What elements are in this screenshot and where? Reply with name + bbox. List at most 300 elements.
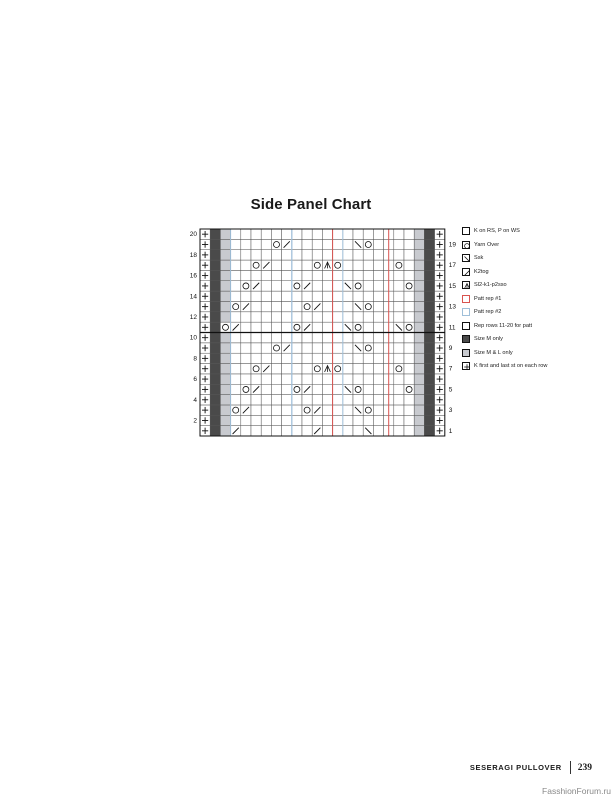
chart-cell [241, 281, 251, 291]
chart-cell [282, 291, 292, 301]
chart-cell [353, 322, 363, 332]
legend-item-plus [462, 362, 612, 376]
row-label-right: 19 [448, 241, 457, 249]
chart-cell [414, 281, 424, 291]
chart-cell [220, 364, 230, 374]
chart-cell [251, 405, 261, 415]
chart-cell [414, 364, 424, 374]
chart-cell [261, 281, 271, 291]
chart-cell [404, 405, 414, 415]
row-label-right: 13 [448, 303, 457, 311]
legend-item-knit [462, 227, 612, 241]
chart-cell [241, 395, 251, 405]
chart-cell [363, 270, 373, 280]
chart-cell [343, 239, 353, 249]
chart-cell [282, 384, 292, 394]
chart-cell [312, 322, 322, 332]
legend-item-patt-rep-1 [462, 295, 612, 309]
chart-cell [241, 229, 251, 239]
chart-cell [282, 415, 292, 425]
chart-cell [424, 364, 434, 374]
chart-cell [282, 312, 292, 322]
chart-cell [220, 281, 230, 291]
chart-cell [404, 250, 414, 260]
chart-cell [241, 239, 251, 249]
chart-cell [343, 333, 353, 343]
chart-cell [424, 301, 434, 311]
k2tog-icon [462, 268, 470, 276]
chart-cell [404, 374, 414, 384]
chart-cell [271, 364, 281, 374]
chart-cell [210, 384, 220, 394]
chart-cell [424, 333, 434, 343]
chart-cell [414, 250, 424, 260]
row-label-left: 6 [193, 376, 197, 384]
chart-cell [363, 364, 373, 374]
chart-cell [343, 415, 353, 425]
chart-cell [322, 270, 332, 280]
chart-cell [210, 312, 220, 322]
chart-cell [322, 374, 332, 384]
chart-cell [373, 405, 383, 415]
row-label-left: 18 [189, 251, 197, 259]
chart-cell [220, 260, 230, 270]
chart-cell [271, 384, 281, 394]
chart-cell [220, 343, 230, 353]
chart-cell [333, 270, 343, 280]
chart-cell [394, 229, 404, 239]
chart-cell [373, 353, 383, 363]
chart-cell [333, 353, 343, 363]
chart-cell [271, 270, 281, 280]
chart-cell [271, 353, 281, 363]
chart-cell [241, 260, 251, 270]
chart-cell [251, 322, 261, 332]
chart-cell [312, 384, 322, 394]
chart-cell [292, 374, 302, 384]
row-label-right: 5 [448, 386, 453, 394]
row-label-left: 12 [189, 313, 197, 321]
chart-cell [424, 281, 434, 291]
chart-cell [210, 229, 220, 239]
chart-cell [343, 270, 353, 280]
plus-icon [462, 362, 470, 370]
chart-cell [414, 260, 424, 270]
chart-cell [210, 415, 220, 425]
chart-cell [241, 322, 251, 332]
chart-cell [404, 260, 414, 270]
chart-cell [322, 239, 332, 249]
chart-cell [373, 322, 383, 332]
chart-cell [373, 312, 383, 322]
chart-cell [343, 301, 353, 311]
chart-cell [404, 291, 414, 301]
chart-cell [282, 405, 292, 415]
chart-cell [261, 405, 271, 415]
chart-cell [210, 291, 220, 301]
chart-cell [271, 301, 281, 311]
chart-cell [231, 395, 241, 405]
chart-cell [404, 364, 414, 374]
chart-cell [424, 322, 434, 332]
chart-cell [312, 229, 322, 239]
chart-cell [220, 415, 230, 425]
chart-cell [333, 395, 343, 405]
chart-cell [404, 395, 414, 405]
chart-cell [220, 291, 230, 301]
chart-cell [251, 312, 261, 322]
chart-cell [373, 333, 383, 343]
chart-cell [292, 353, 302, 363]
chart-cell [353, 364, 363, 374]
chart-cell [353, 281, 363, 291]
chart-cell [394, 374, 404, 384]
chart-cell [271, 343, 281, 353]
chart-cell [333, 291, 343, 301]
chart-cell [343, 374, 353, 384]
chart-cell [373, 301, 383, 311]
chart-cell [261, 343, 271, 353]
chart-cell [220, 426, 230, 436]
legend-item-sl2-k1-p2sso [462, 281, 612, 295]
chart-cell [424, 426, 434, 436]
chart-cell [261, 333, 271, 343]
chart-cell [333, 229, 343, 239]
chart-cell [302, 405, 312, 415]
chart-cell [394, 426, 404, 436]
legend-label: Size M only [474, 336, 503, 342]
chart-cell [210, 364, 220, 374]
chart-cell [271, 229, 281, 239]
chart-cell [312, 343, 322, 353]
chart-cell [302, 229, 312, 239]
chart-cell [261, 415, 271, 425]
chart-cell [424, 415, 434, 425]
chart-cell [333, 333, 343, 343]
chart-cell [394, 291, 404, 301]
chart-cell [220, 333, 230, 343]
chart-cell [373, 260, 383, 270]
chart-cell [373, 250, 383, 260]
chart-cell [231, 260, 241, 270]
chart-cell [251, 301, 261, 311]
legend-label: K on RS, P on WS [474, 228, 520, 234]
chart-cell [292, 405, 302, 415]
chart-cell [210, 353, 220, 363]
footer-divider [570, 761, 571, 774]
chart-cell [292, 426, 302, 436]
chart-cell [333, 281, 343, 291]
chart-cell [343, 343, 353, 353]
chart-cell [363, 374, 373, 384]
chart-cell [302, 301, 312, 311]
chart-cell [210, 250, 220, 260]
chart-cell [302, 374, 312, 384]
chart-cell [404, 384, 414, 394]
chart-cell [231, 239, 241, 249]
chart-cell [333, 415, 343, 425]
chart-cell [282, 395, 292, 405]
chart-cell [404, 343, 414, 353]
rep-rows-icon [462, 322, 470, 330]
chart-cell [394, 415, 404, 425]
chart-cell [363, 322, 373, 332]
chart-cell [424, 270, 434, 280]
chart-cell [333, 250, 343, 260]
chart-cell [302, 353, 312, 363]
chart-cell [353, 333, 363, 343]
chart-cell [210, 395, 220, 405]
chart-legend [462, 227, 612, 376]
chart-cell [424, 239, 434, 249]
chart-cell [210, 281, 220, 291]
chart-cell [271, 312, 281, 322]
chart-cell [302, 364, 312, 374]
chart-cell [210, 301, 220, 311]
chart-cell [302, 426, 312, 436]
empty-icon [462, 227, 470, 235]
chart-cell [363, 250, 373, 260]
chart-cell [282, 250, 292, 260]
chart-cell [241, 374, 251, 384]
chart-cell [353, 270, 363, 280]
chart-cell [353, 415, 363, 425]
chart-cell [292, 260, 302, 270]
chart-cell [353, 312, 363, 322]
chart-cell [414, 239, 424, 249]
legend-label: Ssk [474, 255, 484, 261]
chart-cell [251, 250, 261, 260]
legend-label: Rep rows 11-20 for patt [474, 322, 533, 329]
chart-cell [231, 281, 241, 291]
chart-cell [404, 312, 414, 322]
chart-cell [414, 405, 424, 415]
chart-cell [241, 353, 251, 363]
chart-cell [414, 270, 424, 280]
chart-cell [271, 405, 281, 415]
chart-cell [302, 270, 312, 280]
chart-cell [282, 270, 292, 280]
chart-cell [414, 333, 424, 343]
chart-cell [424, 343, 434, 353]
chart-cell [322, 322, 332, 332]
chart-cell [282, 364, 292, 374]
legend-item-size-ml [462, 349, 612, 363]
chart-cell [251, 270, 261, 280]
chart-cell [363, 291, 373, 301]
chart-cell [424, 250, 434, 260]
chart-cell [261, 353, 271, 363]
chart-cell [424, 374, 434, 384]
chart-cell [363, 395, 373, 405]
chart-cell [414, 426, 424, 436]
chart-cell [343, 291, 353, 301]
legend-label: K first and last st on each row [474, 363, 548, 369]
chart-cell [363, 384, 373, 394]
chart-cell [292, 384, 302, 394]
chart-cell [373, 343, 383, 353]
chart-cell [333, 260, 343, 270]
chart-cell [373, 415, 383, 425]
chart-cell [220, 301, 230, 311]
row-label-right: 1 [448, 427, 453, 435]
chart-cell [231, 374, 241, 384]
chart-cell [322, 343, 332, 353]
chart-cell [394, 281, 404, 291]
chart-cell [271, 415, 281, 425]
page-footer [470, 761, 592, 774]
row-label-right: 15 [448, 282, 457, 290]
chart-cell [241, 364, 251, 374]
chart-cell [302, 395, 312, 405]
legend-label: Sl2-k1-p2sso [474, 282, 507, 288]
chart-cell [373, 395, 383, 405]
chart-cell [333, 384, 343, 394]
chart-cell [210, 270, 220, 280]
chart-cell [312, 364, 322, 374]
chart-cell [261, 395, 271, 405]
chart-cell [210, 322, 220, 332]
chart-cell [363, 301, 373, 311]
chart-cell [424, 395, 434, 405]
chart-cell [220, 374, 230, 384]
chart-cell [282, 374, 292, 384]
chart-cell [292, 301, 302, 311]
page-number: 239 [577, 762, 592, 773]
chart-cell [210, 405, 220, 415]
size-ml-icon [462, 349, 470, 357]
chart-cell [363, 405, 373, 415]
chart-cell [231, 415, 241, 425]
chart-cell [394, 364, 404, 374]
chart-cell [343, 250, 353, 260]
chart-cell [394, 239, 404, 249]
chart-cell [424, 291, 434, 301]
chart-cell [353, 229, 363, 239]
chart-cell [231, 312, 241, 322]
chart-cell [231, 333, 241, 343]
chart-cell [414, 312, 424, 322]
size-m-icon [462, 335, 470, 343]
chart-cell [241, 384, 251, 394]
row-label-left: 2 [193, 417, 197, 425]
legend-label: Patt rep #1 [474, 295, 502, 302]
chart-cell [271, 426, 281, 436]
chart-cell [394, 353, 404, 363]
chart-cell [394, 405, 404, 415]
chart-cell [322, 291, 332, 301]
chart-cell [353, 353, 363, 363]
chart-cell [353, 374, 363, 384]
chart-cell [353, 260, 363, 270]
chart-cell [292, 270, 302, 280]
chart-cell [312, 270, 322, 280]
chart-cell [424, 229, 434, 239]
chart-cell [292, 415, 302, 425]
chart-cell [312, 333, 322, 343]
chart-cell [261, 322, 271, 332]
chart-cell [251, 343, 261, 353]
chart-cell [241, 333, 251, 343]
chart-cell [261, 301, 271, 311]
chart-cell [394, 312, 404, 322]
chart-cell [302, 415, 312, 425]
chart-cell [282, 260, 292, 270]
chart-cell [414, 229, 424, 239]
chart-cell [343, 405, 353, 415]
row-label-right: 3 [448, 407, 453, 415]
row-label-left: 10 [189, 334, 197, 342]
chart-cell [322, 426, 332, 436]
chart-cell [404, 270, 414, 280]
chart-cell [414, 353, 424, 363]
chart-cell [394, 270, 404, 280]
chart-cell [424, 405, 434, 415]
chart-cell [282, 333, 292, 343]
chart-cell [292, 343, 302, 353]
chart-cell [251, 395, 261, 405]
chart-cell [394, 333, 404, 343]
chart-cell [251, 229, 261, 239]
chart-cell [312, 291, 322, 301]
chart-cell [241, 270, 251, 280]
chart-cell [363, 239, 373, 249]
chart-cell [424, 260, 434, 270]
legend-item-patt-rep-2 [462, 308, 612, 322]
chart-cell [363, 281, 373, 291]
chart-cell [251, 239, 261, 249]
row-label-right: 7 [448, 365, 453, 373]
chart-cell [343, 364, 353, 374]
chart-cell [414, 374, 424, 384]
chart-cell [353, 395, 363, 405]
chart-cell [241, 312, 251, 322]
chart-cell [404, 281, 414, 291]
chart-cell [282, 353, 292, 363]
chart-cell [322, 405, 332, 415]
chart-cell [312, 250, 322, 260]
chart-cell [251, 333, 261, 343]
chart-cell [210, 239, 220, 249]
chart-cell [322, 281, 332, 291]
chart-cell [302, 291, 312, 301]
chart-cell [271, 333, 281, 343]
chart-title: Side Panel Chart [250, 196, 372, 213]
chart-cell [322, 384, 332, 394]
chart-cell [363, 415, 373, 425]
chart-cell [322, 301, 332, 311]
chart-cell [312, 374, 322, 384]
chart-cell [404, 415, 414, 425]
chart-cell [373, 281, 383, 291]
chart-cell [333, 374, 343, 384]
chart-cell [251, 415, 261, 425]
chart-cell [241, 291, 251, 301]
chart-cell [220, 322, 230, 332]
chart-cell [312, 415, 322, 425]
chart-cell [271, 374, 281, 384]
chart-cell [363, 353, 373, 363]
chart-cell [282, 229, 292, 239]
row-label-right: 11 [448, 324, 456, 332]
chart-cell [414, 395, 424, 405]
chart-cell [353, 426, 363, 436]
chart-cell [220, 384, 230, 394]
chart-cell [210, 333, 220, 343]
chart-cell [343, 426, 353, 436]
chart-cell [261, 374, 271, 384]
row-label-right: 17 [448, 262, 457, 270]
